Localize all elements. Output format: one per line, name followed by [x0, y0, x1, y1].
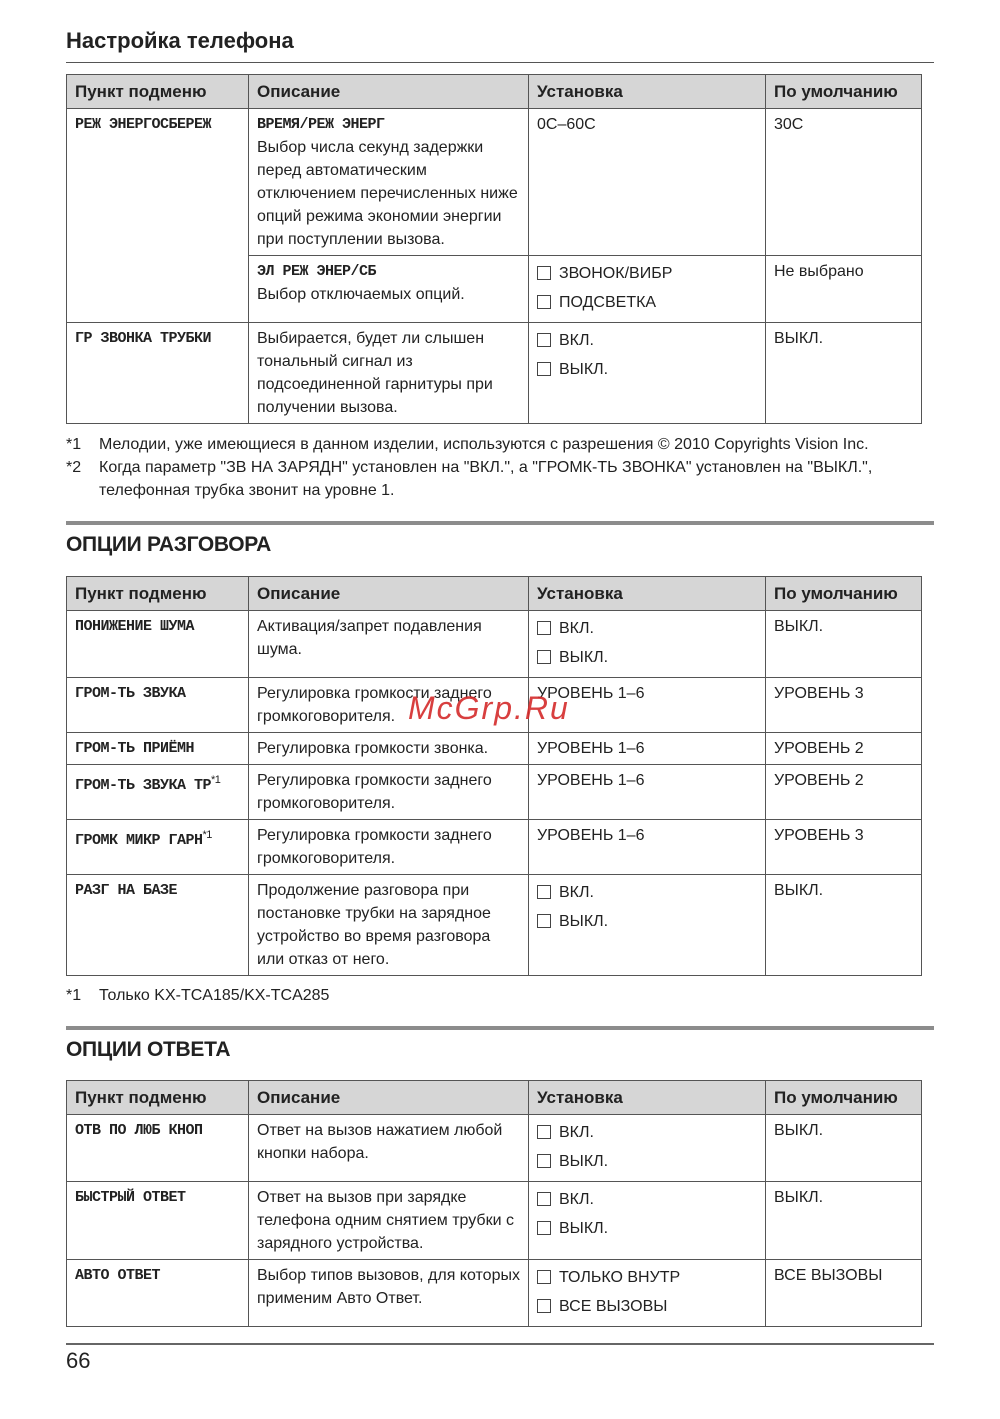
submenu-cell: БЫСТРЫЙ ОТВЕТ — [67, 1182, 249, 1260]
sub-item-label: ЭЛ РЕЖ ЭНЕР/СБ — [257, 263, 377, 280]
setting-cell: УРОВЕНЬ 1–6 — [529, 820, 766, 875]
default-cell: УРОВЕНЬ 2 — [766, 765, 922, 820]
setting-cell — [529, 1115, 766, 1182]
option-off[interactable] — [537, 1145, 757, 1177]
description-cell: Продолжение разговора при постановке трубки на зарядное устройство во время разговора или отказ от него. — [249, 875, 529, 976]
header-submenu: Пункт подменю — [67, 1081, 249, 1115]
submenu-cell: ГР ЗВОНКА ТРУБКИ — [67, 323, 249, 424]
table-header-row — [67, 1081, 922, 1115]
footnote-ref: *1 — [202, 829, 212, 841]
option-label: ПОДСВЕТКА — [559, 293, 657, 311]
option-backlight[interactable] — [537, 286, 757, 318]
section-title-answer: ОПЦИИ ОТВЕТА — [66, 1038, 231, 1061]
setting-cell: УРОВЕНЬ 1–6 — [529, 733, 766, 765]
table-header-row — [67, 577, 922, 611]
submenu-label: ГРОМ-ТЬ ЗВУКА ТР — [75, 777, 212, 794]
setting-cell — [529, 875, 766, 976]
option-label: ВКЛ. — [559, 331, 594, 349]
submenu-cell — [67, 678, 249, 733]
submenu-cell — [67, 875, 249, 976]
table-row — [67, 1260, 922, 1327]
phone-settings-table — [66, 74, 922, 424]
submenu-cell: ОТВ ПО ЛЮБ КНОП — [67, 1115, 249, 1182]
description-text: Выбор числа секунд задержки перед автоматическим отключением перечисленных ниже опций режима экономии энергии при поступлении вызова. — [257, 139, 518, 248]
checkbox-icon[interactable] — [537, 266, 551, 280]
submenu-cell — [67, 733, 249, 765]
header-submenu: Пункт подменю — [67, 75, 249, 109]
option-ring-vibrate[interactable] — [537, 260, 757, 286]
checkbox-icon[interactable] — [537, 1154, 551, 1168]
option-off[interactable] — [537, 641, 757, 673]
table-row — [67, 733, 922, 765]
footnote-mark: *1 — [66, 436, 82, 453]
option-off[interactable] — [537, 905, 757, 937]
default-cell: ВЫКЛ. — [766, 875, 922, 976]
setting-cell: 0С–60С — [529, 109, 766, 256]
default-cell: ВЫКЛ. — [766, 1182, 922, 1260]
footnote — [66, 456, 936, 502]
header-description: Описание — [249, 577, 529, 611]
description-cell: Регулировка громкости звонка. — [249, 733, 529, 765]
submenu-cell — [67, 820, 249, 875]
submenu-cell — [67, 611, 249, 678]
default-cell: УРОВЕНЬ 3 — [766, 678, 922, 733]
option-off[interactable] — [537, 1212, 757, 1244]
watermark: McGrp.Ru — [408, 690, 570, 726]
option-on[interactable] — [537, 327, 757, 353]
submenu-label: ГРОМ-ТЬ ЗВУКА — [75, 685, 186, 702]
checkbox-icon[interactable] — [537, 650, 551, 664]
description-cell: Регулировка громкости заднего громкоговорителя. — [249, 820, 529, 875]
description-cell: Выбирается, будет ли слышен тональный сигнал из подсоединенной гарнитуры при получении вызова. — [249, 323, 529, 424]
submenu-label: РАЗГ НА БАЗЕ — [75, 882, 178, 899]
default-cell: УРОВЕНЬ 2 — [766, 733, 922, 765]
header-default: По умолчанию — [766, 1081, 922, 1115]
option-label: ТОЛЬКО ВНУТР — [559, 1268, 681, 1286]
footnote-text: Когда параметр "ЗВ НА ЗАРЯДН" установлен на "ВКЛ.", а "ГРОМК-ТЬ ЗВОНКА" установлен на "ВЫКЛ.", телефонная трубка звонит на уровне 1. — [99, 459, 873, 499]
checkbox-icon[interactable] — [537, 1125, 551, 1139]
default-cell: ВЫКЛ. — [766, 1115, 922, 1182]
option-label: ВЫКЛ. — [559, 648, 609, 666]
setting-cell — [529, 1182, 766, 1260]
option-label: ЗВОНОК/ВИБР — [559, 264, 673, 282]
section-divider — [66, 521, 934, 525]
option-label: ВКЛ. — [559, 1123, 594, 1141]
description-cell: Ответ на вызов нажатием любой кнопки набора. — [249, 1115, 529, 1182]
footnotes-phone — [66, 433, 936, 502]
option-on[interactable] — [537, 1186, 757, 1212]
table-row — [67, 1182, 922, 1260]
sub-item-label: ВРЕМЯ/РЕЖ ЭНЕРГ — [257, 116, 385, 133]
talk-options-table — [66, 576, 922, 976]
checkbox-icon[interactable] — [537, 333, 551, 347]
header-setting: Установка — [529, 577, 766, 611]
option-on[interactable] — [537, 1119, 757, 1145]
header-description: Описание — [249, 1081, 529, 1115]
option-label: ВКЛ. — [559, 619, 594, 637]
footnotes-talk — [66, 984, 936, 1007]
footer-divider — [66, 1343, 934, 1345]
title-divider — [66, 62, 934, 63]
setting-cell — [529, 1260, 766, 1327]
option-label: ВЫКЛ. — [559, 912, 609, 930]
section-title-talk: ОПЦИИ РАЗГОВОРА — [66, 533, 272, 556]
header-description: Описание — [249, 75, 529, 109]
checkbox-icon[interactable] — [537, 362, 551, 376]
description-cell — [249, 256, 529, 323]
option-on[interactable] — [537, 879, 757, 905]
option-internal-only[interactable] — [537, 1264, 757, 1290]
header-setting: Установка — [529, 75, 766, 109]
setting-cell — [529, 323, 766, 424]
table-row — [67, 1115, 922, 1182]
option-label: ВСЕ ВЫЗОВЫ — [559, 1297, 668, 1315]
page-number: 66 — [66, 1348, 91, 1373]
table-row — [67, 611, 922, 678]
table-row — [67, 820, 922, 875]
description-cell — [249, 109, 529, 256]
default-cell: ВСЕ ВЫЗОВЫ — [766, 1260, 922, 1327]
setting-cell: УРОВЕНЬ 1–6 — [529, 765, 766, 820]
option-off[interactable] — [537, 353, 757, 385]
checkbox-icon[interactable] — [537, 1221, 551, 1235]
footnote — [66, 433, 936, 456]
description-text: Выбор отключаемых опций. — [257, 286, 465, 303]
table-row — [67, 765, 922, 820]
description-cell: Ответ на вызов при зарядке телефона одним снятием трубки с зарядного устройства. — [249, 1182, 529, 1260]
submenu-label: ПОНИЖЕНИЕ ШУМА — [75, 618, 195, 635]
header-default: По умолчанию — [766, 75, 922, 109]
option-all-calls[interactable] — [537, 1290, 757, 1322]
default-cell: ВЫКЛ. — [766, 611, 922, 678]
default-cell: Не выбрано — [766, 256, 922, 323]
description-cell: Активация/запрет подавления шума. — [249, 611, 529, 678]
checkbox-icon[interactable] — [537, 1299, 551, 1313]
header-setting: Установка — [529, 1081, 766, 1115]
footnote-mark: *1 — [66, 987, 82, 1004]
option-label: ВКЛ. — [559, 883, 594, 901]
table-row — [67, 875, 922, 976]
checkbox-icon[interactable] — [537, 914, 551, 928]
option-label: ВЫКЛ. — [559, 1219, 609, 1237]
submenu-cell — [67, 765, 249, 820]
submenu-cell: АВТО ОТВЕТ — [67, 1260, 249, 1327]
footnote-text: Только KX-TCA185/KX-TCA285 — [99, 987, 330, 1004]
option-label: ВЫКЛ. — [559, 360, 609, 378]
option-label: ВКЛ. — [559, 1190, 594, 1208]
checkbox-icon[interactable] — [537, 621, 551, 635]
default-cell: ВЫКЛ. — [766, 323, 922, 424]
description-cell: Выбор типов вызовов, для которых применим Авто Ответ. — [249, 1260, 529, 1327]
description-cell: Регулировка громкости заднего громкоговорителя. — [249, 765, 529, 820]
default-cell: 30С — [766, 109, 922, 256]
setting-cell — [529, 256, 766, 323]
section-divider — [66, 1026, 934, 1030]
submenu-label: ГРОМ-ТЬ ПРИЁМН — [75, 740, 195, 757]
setting-cell — [529, 611, 766, 678]
checkbox-icon[interactable] — [537, 885, 551, 899]
footnote-text: Мелодии, уже имеющиеся в данном изделии, используются с разрешения © 2010 Copyrights Vision Inc. — [99, 436, 869, 453]
page-title: Настройка телефона — [66, 28, 294, 53]
header-default: По умолчанию — [766, 577, 922, 611]
answer-options-table — [66, 1080, 922, 1327]
submenu-cell: РЕЖ ЭНЕРГОСБЕРЕЖ — [67, 109, 249, 323]
table-row — [67, 323, 922, 424]
setting-cell: УРОВЕНЬ 1–6 — [529, 678, 766, 733]
footnote-ref: *1 — [211, 774, 221, 786]
checkbox-icon[interactable] — [537, 1192, 551, 1206]
description-cell: Регулировка громкости заднего громкоговорителя. — [249, 678, 529, 733]
footnote-mark: *2 — [66, 459, 82, 476]
table-row — [67, 109, 922, 256]
default-cell: УРОВЕНЬ 3 — [766, 820, 922, 875]
checkbox-icon[interactable] — [537, 1270, 551, 1284]
footnote — [66, 984, 936, 1007]
header-submenu: Пункт подменю — [67, 577, 249, 611]
submenu-label: ГРОМК МИКР ГАРН — [75, 832, 203, 849]
option-label: ВЫКЛ. — [559, 1152, 609, 1170]
checkbox-icon[interactable] — [537, 295, 551, 309]
option-on[interactable] — [537, 615, 757, 641]
table-header-row — [67, 75, 922, 109]
